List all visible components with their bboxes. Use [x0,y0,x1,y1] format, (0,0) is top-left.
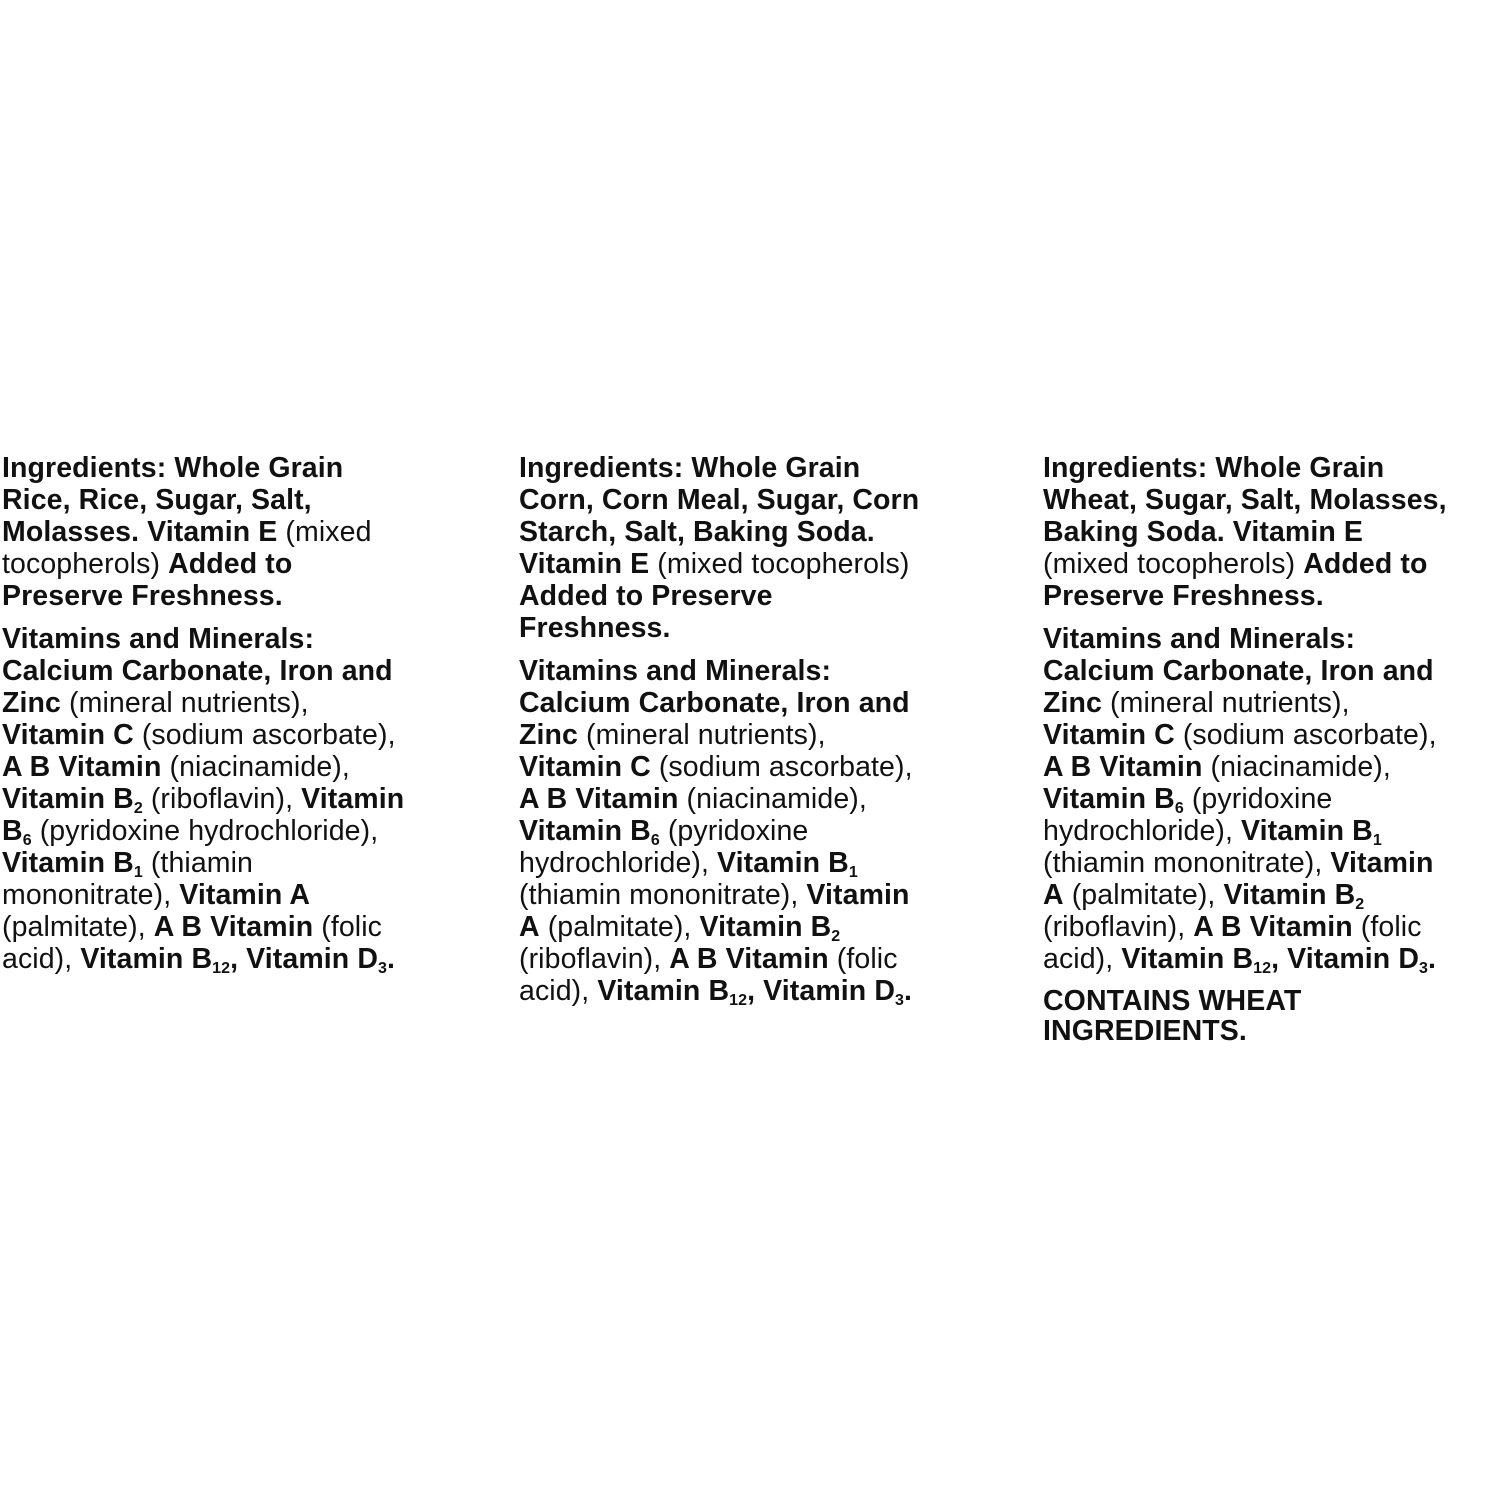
regular-text: acid), [2,943,81,975]
bold-text: Starch, Salt, Baking Soda. [519,516,875,548]
bold-text: Calcium Carbonate, Iron and [2,655,393,687]
text-line [1043,879,1500,911]
vitamins-minerals-paragraph [1043,623,1500,975]
bold-text: Vitamin C [519,751,651,783]
bold-text: Vitamin B [519,815,651,847]
bold-text: Zinc [1043,687,1102,719]
regular-text: acid), [519,975,598,1007]
bold-text: Vitamin [806,879,910,911]
subscript-text: 2 [831,928,841,945]
subscript-text: 3 [378,960,387,977]
subscript-text: 6 [650,832,660,849]
text-line [519,484,999,516]
subscript-text: 6 [1174,800,1184,817]
ingredients-panel-rice [2,452,482,986]
regular-text: (thiamin mononitrate), [519,879,807,911]
text-line [1043,943,1500,975]
bold-text: Vitamin B [2,783,134,815]
text-line [2,719,482,751]
text-line [2,879,482,911]
text-line [519,516,999,548]
bold-text: Vitamin A [179,879,310,911]
bold-text: Corn, Corn Meal, Sugar, Corn [519,484,920,516]
text-line [2,655,482,687]
text-line [519,612,999,644]
text-line [1043,580,1500,612]
bold-text: Vitamin C [2,719,134,751]
bold-text: A B Vitamin [2,751,162,783]
bold-text: Vitamin B [1223,879,1356,911]
regular-text: (niacinamide), [678,783,867,815]
regular-text: (riboflavin), [1043,911,1194,943]
subscript-text: 3 [1419,960,1428,977]
bold-text: Vitamin E [519,548,650,580]
subscript-text: 6 [22,832,32,849]
regular-text: (niacinamide), [161,751,350,783]
text-line [1043,548,1500,580]
text-line [1043,687,1500,719]
bold-text: Zinc [2,687,61,719]
regular-text: (riboflavin), [519,943,670,975]
bold-text: Vitamin B [699,911,832,943]
text-line [2,751,482,783]
bold-text: Vitamins and Minerals: [2,623,315,655]
text-line [519,548,999,580]
bold-text: Added to [1303,548,1428,580]
regular-text: hydrochloride), [519,847,718,879]
bold-text: Vitamin B [80,943,213,975]
bold-text: Rice, Rice, Sugar, Salt, [2,484,312,516]
bold-text: Preserve Freshness. [1043,580,1324,612]
bold-text: Calcium Carbonate, Iron and [519,687,910,719]
text-line [2,548,482,580]
bold-text: Wheat, Sugar, Salt, Molasses, [1043,484,1447,516]
bold-text: Baking Soda. Vitamin E [1043,516,1363,548]
regular-text: (mixed [277,516,372,548]
text-line [2,687,482,719]
subscript-text: 1 [848,864,858,881]
regular-text: mononitrate), [2,879,180,911]
subscript-text: 1 [133,864,143,881]
bold-text: INGREDIENTS. [1043,1015,1247,1047]
text-line [519,879,999,911]
bold-text: Ingredients: Whole Grain [2,452,344,484]
bold-text: Added to Preserve [519,580,773,612]
allergen-statement [1043,986,1500,1046]
bold-text: Ingredients: Whole Grain [519,452,861,484]
text-line [1043,623,1500,655]
regular-text: (niacinamide), [1202,751,1391,783]
bold-text: Molasses. Vitamin E [2,516,278,548]
bold-text: Vitamins and Minerals: [1043,623,1356,655]
bold-text: , Vitamin D [230,943,378,975]
bold-text: B [2,815,23,847]
vitamins-minerals-paragraph [2,623,482,975]
text-line [519,847,999,879]
bold-text: A B Vitamin [153,911,314,943]
regular-text: (pyridoxine [1183,783,1333,815]
regular-text: (folic [313,911,383,943]
text-line [1043,783,1500,815]
subscript-text: 12 [1253,960,1272,977]
regular-text: (sodium ascorbate), [133,719,396,751]
regular-text: (folic [1352,911,1422,943]
bold-text: Preserve Freshness. [2,580,283,612]
subscript-text: 12 [212,960,231,977]
bold-text: A B Vitamin [669,943,829,975]
bold-text: Vitamin [1330,847,1434,879]
text-line [519,815,999,847]
text-line [1043,815,1500,847]
regular-text: (mixed tocopherols) [649,548,910,580]
regular-text: (thiamin [142,847,254,879]
text-line [519,751,999,783]
text-line [1043,516,1500,548]
text-line [2,580,482,612]
text-line [2,847,482,879]
subscript-text: 2 [133,800,143,817]
bold-text: Vitamin B [1241,815,1373,847]
text-line [1043,452,1500,484]
regular-text: (palmitate), [1063,879,1224,911]
regular-text: (riboflavin), [142,783,302,815]
bold-text: Vitamin B [2,847,134,879]
subscript-text: 1 [1372,832,1382,849]
text-line [1043,847,1500,879]
subscript-text: 2 [1355,896,1365,913]
regular-text: (mixed tocopherols) [1043,548,1304,580]
bold-text: A B Vitamin [1043,751,1203,783]
bold-text: , Vitamin D [747,975,895,1007]
bold-text: Vitamins and Minerals: [519,655,832,687]
regular-text: (pyridoxine [659,815,809,847]
bold-text: A [519,911,540,943]
text-line [2,623,482,655]
ingredients-paragraph [2,452,482,612]
bold-text: A B Vitamin [519,783,679,815]
bold-text: A B Vitamin [1193,911,1353,943]
bold-text: . [904,975,913,1007]
bold-text: . [387,943,396,975]
bold-text: Vitamin B [1043,783,1175,815]
bold-text: CONTAINS WHEAT [1043,985,1302,1017]
text-line [1043,1016,1500,1046]
text-line [1043,484,1500,516]
text-line [2,452,482,484]
text-line [1043,911,1500,943]
text-line [519,911,999,943]
text-line [1043,986,1500,1016]
text-line [519,975,999,1007]
bold-text: Ingredients: Whole Grain [1043,452,1385,484]
ingredients-paragraph [519,452,999,644]
text-line [519,452,999,484]
text-line [1043,655,1500,687]
regular-text: (thiamin mononitrate), [1043,847,1331,879]
text-line [519,580,999,612]
ingredients-paragraph [1043,452,1500,612]
regular-text: (folic [828,943,898,975]
text-line [2,783,482,815]
subscript-text: 12 [729,992,748,1009]
text-line [519,943,999,975]
regular-text: hydrochloride), [1043,815,1242,847]
text-line [2,516,482,548]
text-line [1043,719,1500,751]
bold-text: Vitamin B [717,847,849,879]
bold-text: Vitamin C [1043,719,1175,751]
bold-text: Vitamin B [1121,943,1254,975]
text-line [2,911,482,943]
bold-text: Zinc [519,719,578,751]
text-line [519,719,999,751]
regular-text: (palmitate), [2,911,154,943]
bold-text: Vitamin B [597,975,730,1007]
bold-text: Vitamin [301,783,405,815]
ingredients-panel-wheat [1043,452,1500,1057]
regular-text: (mineral nutrients), [61,687,309,719]
regular-text: (palmitate), [539,911,700,943]
text-line [519,655,999,687]
regular-text: (mineral nutrients), [1102,687,1350,719]
regular-text: (sodium ascorbate), [650,751,913,783]
bold-text: A [1043,879,1064,911]
text-line [2,943,482,975]
text-line [2,815,482,847]
text-line [1043,751,1500,783]
regular-text: acid), [1043,943,1122,975]
regular-text: tocopherols) [2,548,169,580]
regular-text: (pyridoxine hydrochloride), [31,815,379,847]
bold-text: Freshness. [519,612,671,644]
text-line [2,484,482,516]
bold-text: Added to [168,548,293,580]
text-line [519,687,999,719]
bold-text: , Vitamin D [1271,943,1419,975]
regular-text: (mineral nutrients), [578,719,826,751]
text-line [519,783,999,815]
regular-text: (sodium ascorbate), [1174,719,1437,751]
ingredients-panel-corn [519,452,999,1018]
subscript-text: 3 [895,992,904,1009]
vitamins-minerals-paragraph [519,655,999,1007]
bold-text: . [1428,943,1437,975]
bold-text: Calcium Carbonate, Iron and [1043,655,1434,687]
